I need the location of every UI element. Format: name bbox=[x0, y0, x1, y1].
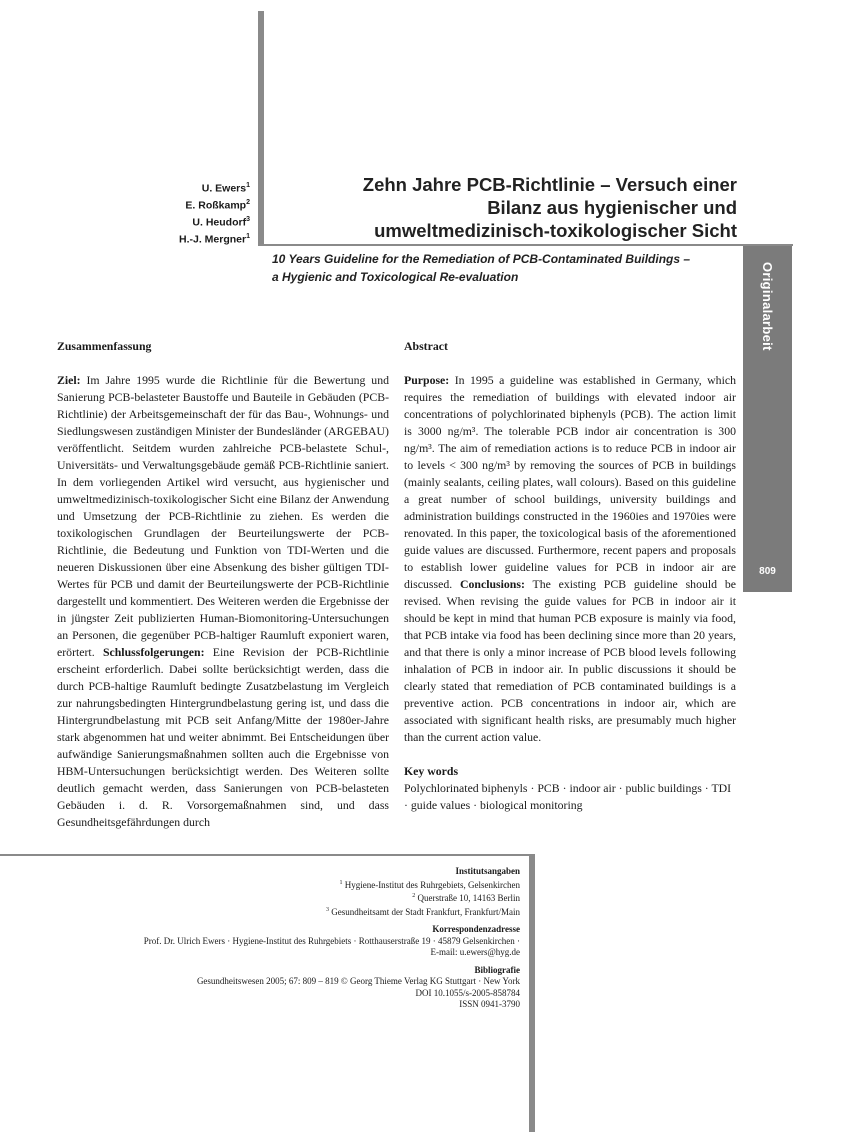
author: E. Roßkamp$^2$ bbox=[185, 199, 250, 212]
correspondence-heading: Korrespondenzadresse bbox=[432, 924, 520, 934]
affiliation-top-rule bbox=[0, 854, 535, 856]
bibliography-doi[interactable]: DOI 10.1055/s-2005-858784 bbox=[415, 987, 520, 998]
author: H.-J. Mergner$^1$ bbox=[178, 233, 250, 246]
bibliography-heading: Bibliografie bbox=[474, 964, 520, 975]
header-vertical-rule bbox=[258, 11, 264, 245]
author: U. Ewers$^1$ bbox=[201, 182, 250, 195]
affiliation-block bbox=[20, 866, 520, 1011]
zusammenfassung-body: Ziel: Im Jahre 1995 wurde die Richtlinie für die Bewertung und Sanierung PCB-belasteter Baustoffe und Bauteile in Gebäuden (PCB-Richtlinie) der Arbeitsgemeinschaft der für das Bau-, Wohnungs- und Siedlungswesen zuständigen Minister der Bundesländer (ARGEBAU) veröffentlicht. Seitdem wurden zahlreiche PCB-belastete Schul-, Universitäts- und Verwaltungsgebäude gemäß PCB-Richtlinie saniert. In dem vorliegenden Artikel wird versucht, aus hygienischer und umweltmedizinisch-toxikologischer Sicht eine Bilanz der Anwendung und Umsetzung der PCB-Richtlinie zu ziehen. Es werden die toxikologischen Grundlagen der Beurteilungswerte der PCB-Richtlinie, die Bedeutung und Funktion von TDI-Werten und die neueren Diskussionen über eine Absenkung des bisher gültigen TDI-Wertes für PCB und damit der Beurteilungswerte der PCB-Richtlinie dargestellt und kommentiert. Des Weiteren werden die Ergebnisse der in jüngster Zeit publizierten Human-Biomonitoring-Untersuchungen an Personen, die gegenüber PCB-haltiger Raumluft exponiert waren, erörtert. Schlussfolgerungen: Eine Revision der PCB-Richtlinie erscheint erforderlich. Dabei sollte berücksichtigt werden, dass die durch PCB-haltige Raumluft bedingte Zusatzbelastung im Vergleich zur nahrungsbedingten Hintergrundbelastung gering ist, und dass die Hintergrundbelastung mit PCB seit Anfang/Mitte der 1980er-Jahre stark abgenommen hat und weiter abnimmt. Bei Entscheidungen über aufwändige Sanierungsmaßnahmen sollten auch die Ergebnisse von HBM-Untersuchungen berücksichtigt werden. Des Weiteren sollte deutlich gemacht werden, dass Sanierungen von PCB-belasteten Gebäuden i. d. R. Vorsorgemaßnahmen sind, und dass Gesundheitsgefährdungen durch bbox=[57, 373, 389, 829]
article-title: Zehn Jahre PCB-Richtlinie – Versuch einer Bilanz aus hygienischer und umweltmedizinisch-toxikologischer Sicht bbox=[362, 174, 737, 241]
article-type-label: Originalarbeit bbox=[760, 262, 775, 351]
author-list bbox=[100, 179, 250, 247]
page-number: 809 bbox=[759, 566, 776, 577]
abstract-body: Purpose: In 1995 a guideline was established in Germany, which requires the remediation of buildings with elevated indoor air concentrations of polychlorinated biphenyls (PCB). The action limit is 3000 ng/m³. The tolerable PCB indor air concentration is 300 ng/m³. The aim of remediation actions is to reduce PCB in indoor air to levels < 300 ng/m³ by removing the sources of PCB in buildings (mainly sealants, ceiling plates, wall colours). Based on this guideline a great number of school buildings, university buildings and administration buildings constructed in the 1960ies and 1970ies were renovated. In this paper, the toxicological basis of the aforementioned guide values are discussed. Furthermore, recent papers and proposals to establish lower guideline values for PCB in indoor air are discussed. Conclusions: The existing PCB guideline should be revised. When revising the guide values for PCB in indoor air it should be kept in mind that human PCB exposure is mainly via food, that PCB intake via food has been declining since more than 20 years, and that there is only a minor increase of PCB blood levels following inhalation of PCB in indoor air. In public discussions it should be clearly stated that remediation of PCB contaminated buildings is a preventive action. PCB concentrations in indoor air, which are associated with significant health risks, are presumably much higher than the current action value. bbox=[404, 373, 736, 744]
keywords-heading: Key words bbox=[404, 764, 459, 778]
institutions-heading: Institutsangaben bbox=[455, 866, 520, 876]
abstract-heading: Abstract bbox=[404, 339, 448, 353]
author: U. Heudorf$^3$ bbox=[192, 216, 250, 229]
title-underline-rule bbox=[258, 244, 793, 246]
institution-line: $^1$ Hygiene-Institut des Ruhrgebiets, Gelsenkirchen bbox=[339, 879, 520, 890]
institution-line: $^2$ Querstraße 10, 14163 Berlin bbox=[412, 893, 520, 903]
affiliation-side-rule bbox=[529, 854, 535, 1132]
zusammenfassung-column bbox=[57, 338, 389, 831]
institution-line: $^3$ Gesundheitsamt der Stadt Frankfurt, Frankfurt/Main bbox=[326, 906, 520, 917]
correspondence-email[interactable]: E-mail: u.ewers@hyg.de bbox=[430, 947, 520, 957]
bibliography-citation: Gesundheitswesen 2005; 67: 809 – 819 © Georg Thieme Verlag KG Stuttgart · New York bbox=[196, 976, 520, 986]
english-title: 10 Years Guideline for the Remediation of PCB-Contaminated Buildings – a Hygienic and Toxicological Re-evaluation bbox=[272, 252, 691, 284]
zusammenfassung-heading: Zusammenfassung bbox=[57, 339, 152, 353]
bibliography-issn: ISSN 0941-3790 bbox=[459, 999, 520, 1009]
abstract-column bbox=[404, 338, 736, 814]
correspondence-address: Prof. Dr. Ulrich Ewers · Hygiene-Institut des Ruhrgebiets · Rotthauserstraße 19 · 45879 Gelsenkirchen · bbox=[143, 935, 520, 946]
keywords-list: Polychlorinated biphenyls · PCB · indoor air · public buildings · TDI · guide values · biological monitoring bbox=[404, 781, 732, 812]
